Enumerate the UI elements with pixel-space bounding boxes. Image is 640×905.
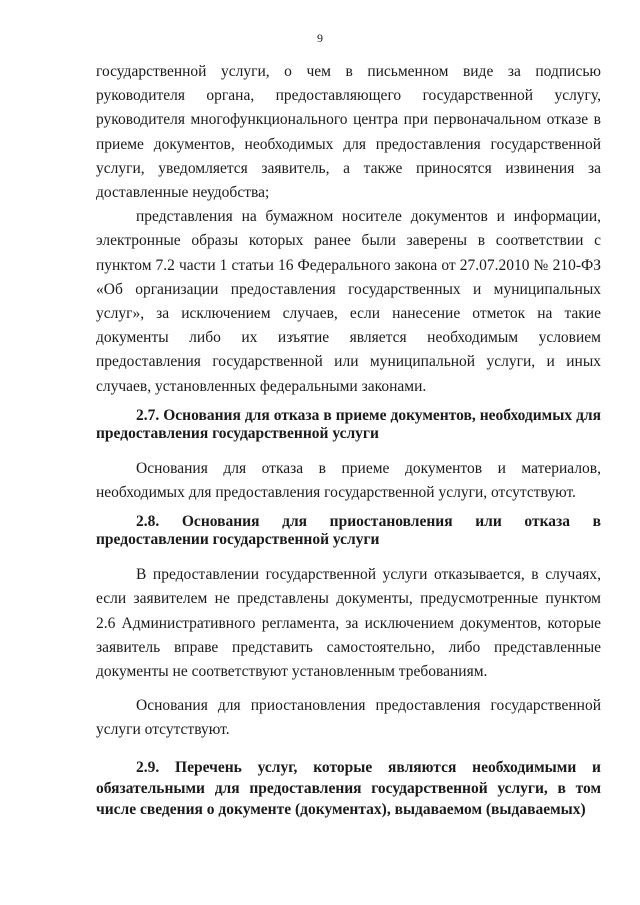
paragraph: В предоставлении государственной услуги отказывается, в случаях, если заявителем не представлены документы, предусмотренные пунктом 2.6 Административного регламента, за исключением документов, которые заявитель вправе представить самостоятельно, либо представленные документы не соответствуют установленным требованиям. — [96, 566, 601, 681]
section-heading-2-7: 2.7. Основания для отказа в приеме документов, необходимых для предоставления государственной услуги — [96, 406, 601, 442]
paragraph: Основания для отказа в приеме документов и материалов, необходимых для предоставления государственной услуги, отсутствуют. — [96, 459, 601, 502]
document-body — [96, 60, 601, 834]
paragraph: государственной услуги, о чем в письменном виде за подписью руководителя органа, предоставляющего государственной услугу, руководителя многофункционального центра при первоначальном отказе в приеме документов, необходимых для предоставления государственной услуги, уведомляется заявитель, а также приносятся извинения за доставленные неудобства; — [96, 63, 601, 202]
page-number: 9 — [317, 31, 323, 45]
paragraph: представления на бумажном носителе документов и информации, электронные образы которых ранее были заверены в соответствии с пунктом 7.2 части 1 статьи 16 Федерального закона от 27.07.2010 № 210-ФЗ «Об организации предоставления государственных и муниципальных услуг», за исключением случаев, если нанесение отметок на такие документы либо их изъятие является необходимым условием предоставления государственной или муниципальной услуги, и иных случаев, установленных федеральными законами. — [96, 208, 601, 395]
section-heading-2-9: 2.9. Перечень услуг, которые являются необходимыми и обязательными для предоставления государственной услуги, в том числе сведения о документе (документах), выдаваемом (выдаваемых) — [96, 758, 601, 818]
paragraph: Основания для приостановления предоставления государственной услуги отсутствуют. — [96, 697, 601, 739]
section-heading-2-8: 2.8. Основания для приостановления или отказа в предоставлении государственной услуги — [96, 513, 601, 549]
